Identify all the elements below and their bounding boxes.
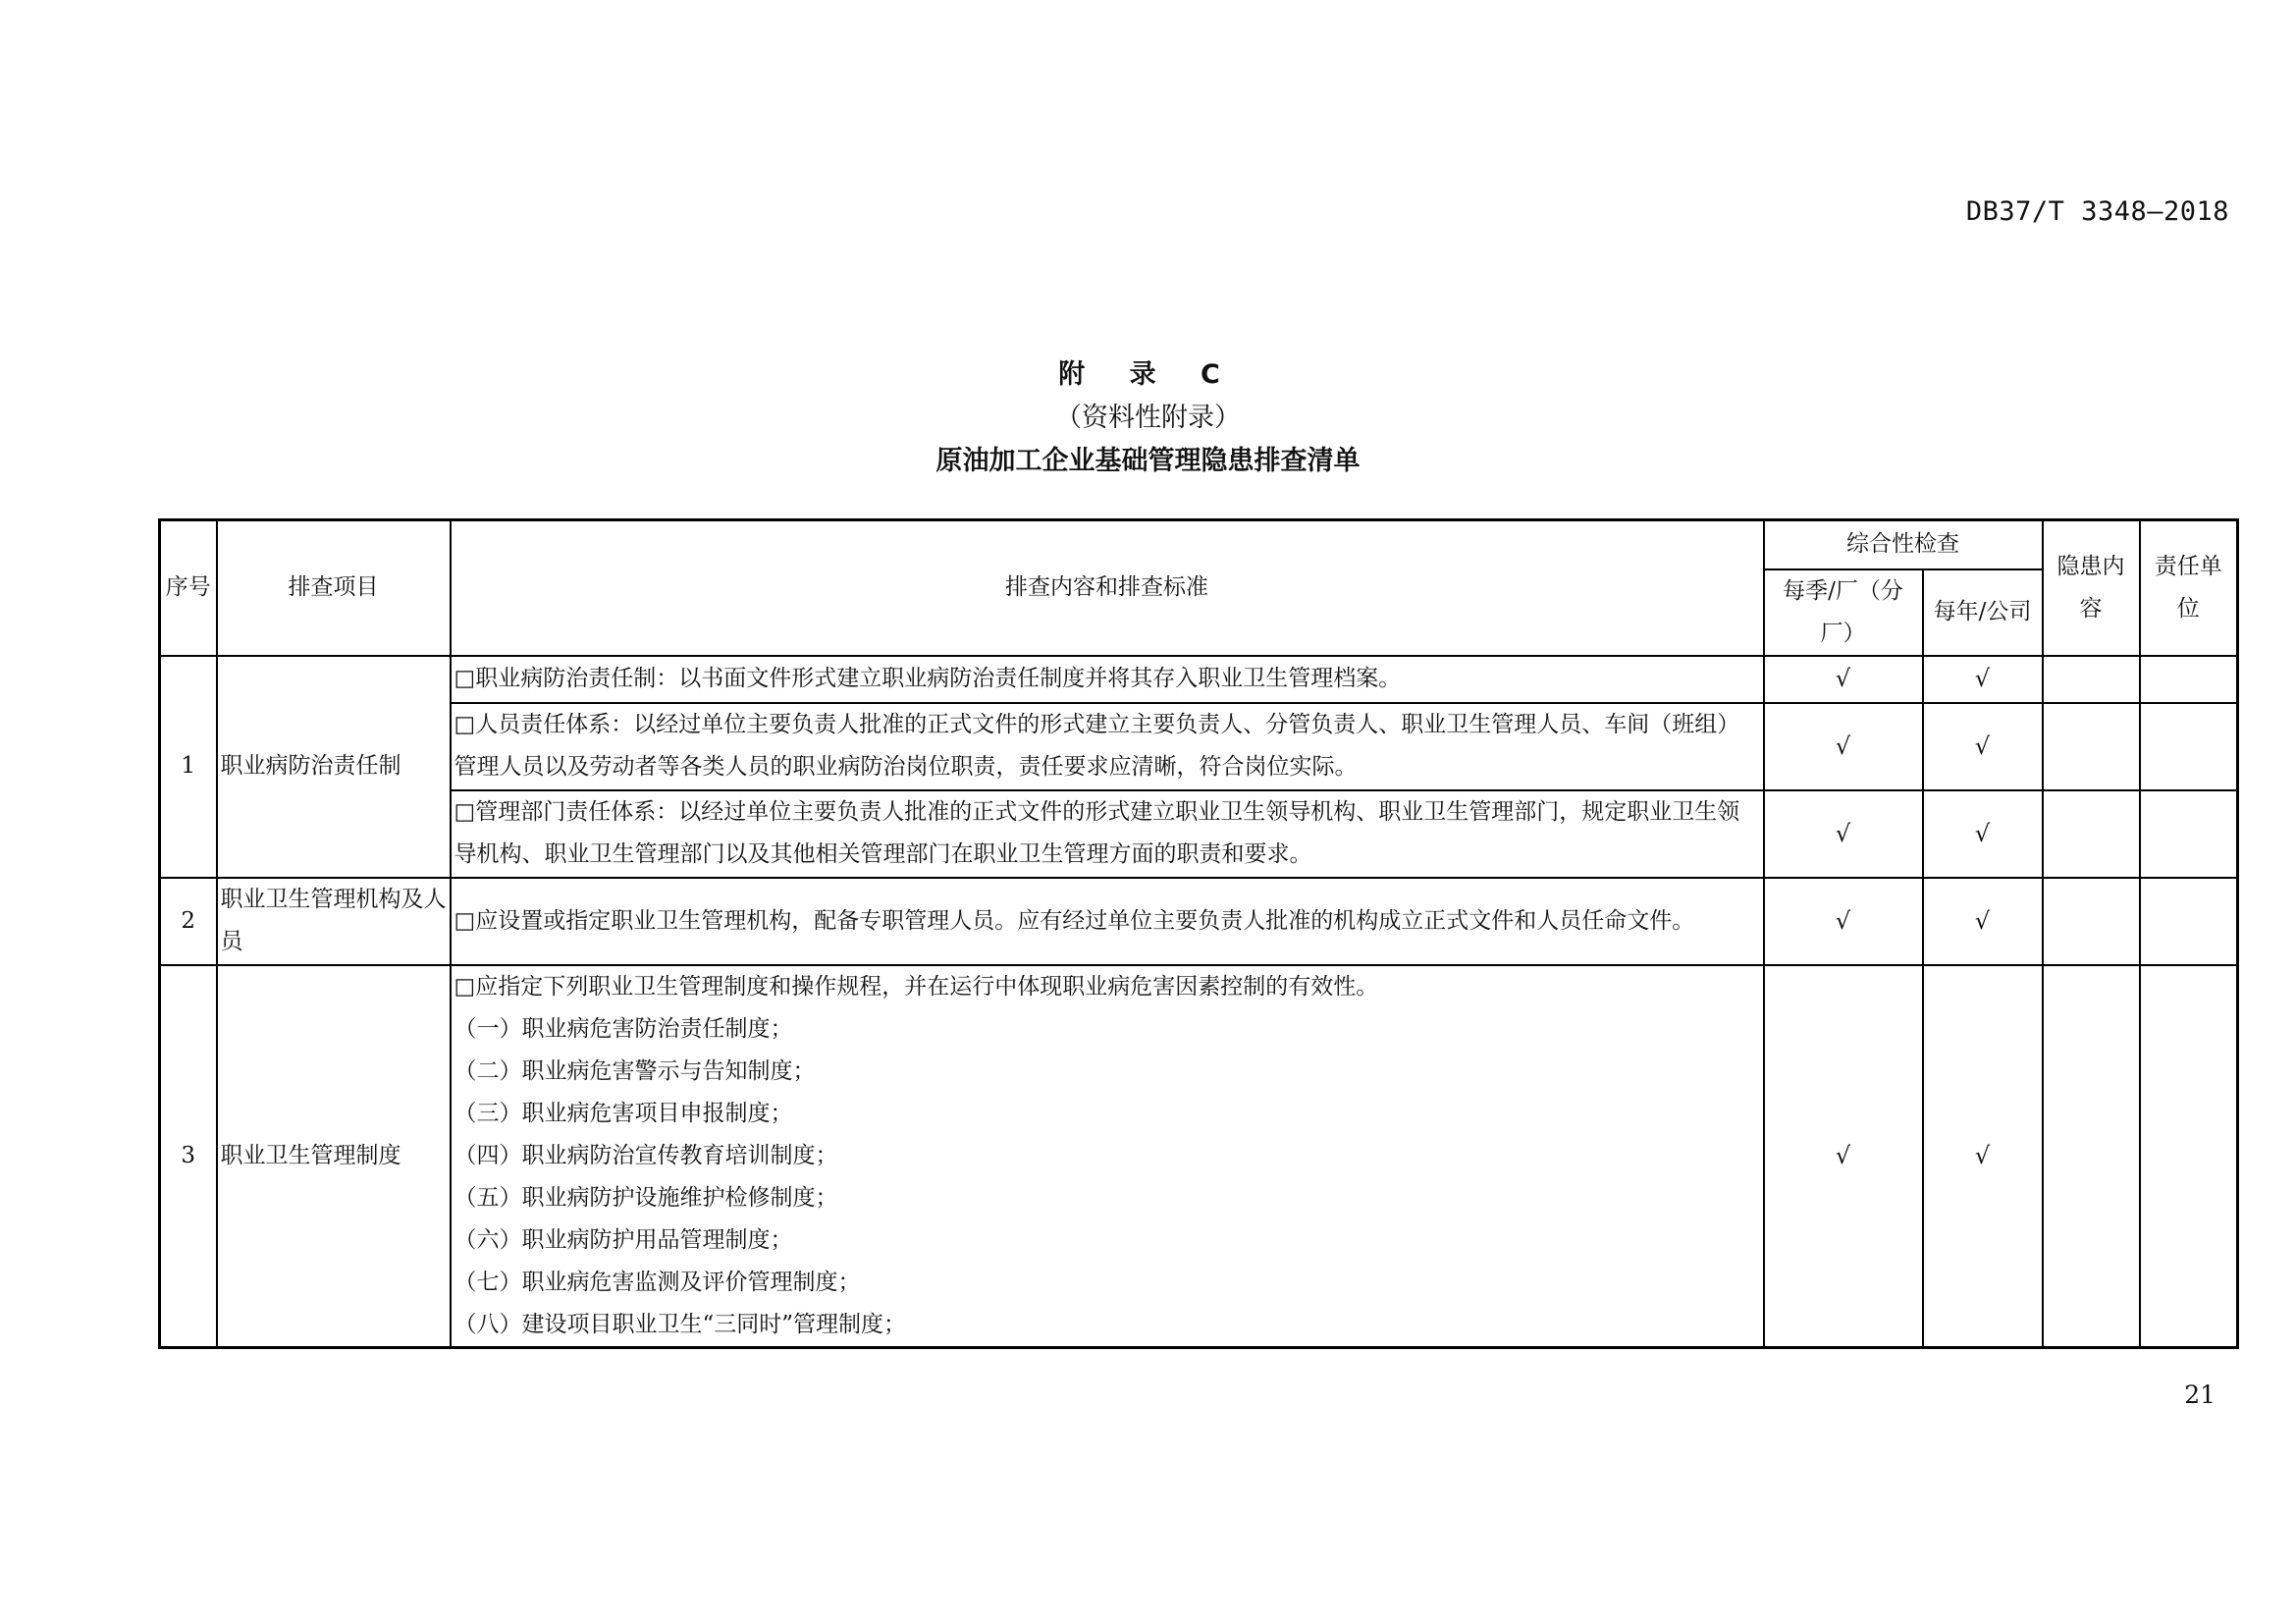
list-item: （七）职业病危害监测及评价管理制度； xyxy=(454,1269,861,1295)
check-mark: √ xyxy=(1923,790,2043,878)
main-title: 原油加工企业基础管理隐患排查清单 xyxy=(935,446,1361,476)
responsible-cell xyxy=(2140,656,2238,703)
check-mark: √ xyxy=(1764,965,1923,1348)
check-mark: √ xyxy=(1764,790,1923,878)
row-seq: 2 xyxy=(160,878,217,965)
hazard-cell xyxy=(2043,656,2140,703)
header-hazard: 隐患内容 xyxy=(2043,520,2140,656)
responsible-cell xyxy=(2140,703,2238,790)
check-mark: √ xyxy=(1764,656,1923,703)
row-content-list xyxy=(451,965,1764,1348)
check-mark: √ xyxy=(1764,878,1923,965)
row-item: 职业卫生管理制度 xyxy=(217,965,451,1348)
list-item: （四）职业病防治宣传教育培训制度； xyxy=(454,1142,838,1168)
page-number: 21 xyxy=(2184,1380,2216,1409)
title-block xyxy=(0,353,2296,483)
table-row xyxy=(160,703,2238,790)
row-item: 职业卫生管理机构及人员 xyxy=(217,878,451,965)
row-item: 职业病防治责任制 xyxy=(217,656,451,878)
row-seq: 3 xyxy=(160,965,217,1348)
annex-type: （资料性附录） xyxy=(1055,403,1241,433)
annex-title: 附 录 C xyxy=(1058,359,1238,390)
hazard-cell xyxy=(2043,790,2140,878)
check-mark: √ xyxy=(1923,878,2043,965)
table-row xyxy=(160,656,2238,703)
check-mark: √ xyxy=(1923,965,2043,1348)
document-code: DB37/T 3348—2018 xyxy=(1965,196,2229,227)
list-item: （六）职业病防护用品管理制度； xyxy=(454,1226,793,1253)
responsible-cell xyxy=(2140,878,2238,965)
responsible-cell xyxy=(2140,965,2238,1348)
list-item: （五）职业病防护设施维护检修制度； xyxy=(454,1184,838,1211)
header-seq: 序号 xyxy=(160,520,217,656)
list-item: □应指定下列职业卫生管理制度和操作规程，并在运行中体现职业病危害因素控制的有效性。 xyxy=(454,973,1379,1000)
header-comprehensive: 综合性检查 xyxy=(1764,520,2043,569)
list-item: （三）职业病危害项目申报制度； xyxy=(454,1100,793,1126)
row-content: □应设置或指定职业卫生管理机构，配备专职管理人员。应有经过单位主要负责人批准的机构成立正式文件和人员任命文件。 xyxy=(451,878,1764,965)
row-content: □管理部门责任体系：以经过单位主要负责人批准的正式文件的形式建立职业卫生领导机构、职业卫生管理部门，规定职业卫生领导机构、职业卫生管理部门以及其他相关管理部门在职业卫生管理方面的职责和要求。 xyxy=(451,790,1764,878)
row-content: □职业病防治责任制：以书面文件形式建立职业病防治责任制度并将其存入职业卫生管理档案。 xyxy=(451,656,1764,703)
header-quarterly: 每季/厂（分厂） xyxy=(1764,569,1923,656)
header-content: 排查内容和排查标准 xyxy=(451,520,1764,656)
table-row xyxy=(160,790,2238,878)
check-mark: √ xyxy=(1923,656,2043,703)
header-yearly: 每年/公司 xyxy=(1923,569,2043,656)
table-row xyxy=(160,878,2238,965)
check-mark: √ xyxy=(1764,703,1923,790)
header-responsible: 责任单位 xyxy=(2140,520,2238,656)
list-item: （二）职业病危害警示与告知制度； xyxy=(454,1057,816,1084)
list-item: （一）职业病危害防治责任制度； xyxy=(454,1015,793,1042)
inspection-table xyxy=(158,518,2239,1349)
row-seq: 1 xyxy=(160,656,217,878)
header-item: 排查项目 xyxy=(217,520,451,656)
hazard-cell xyxy=(2043,878,2140,965)
check-mark: √ xyxy=(1923,703,2043,790)
list-item: （八）建设项目职业卫生“三同时”管理制度； xyxy=(454,1311,907,1337)
table-row xyxy=(160,965,2238,1348)
hazard-cell xyxy=(2043,965,2140,1348)
row-content: □人员责任体系：以经过单位主要负责人批准的正式文件的形式建立主要负责人、分管负责人、职业卫生管理人员、车间（班组）管理人员以及劳动者等各类人员的职业病防治岗位职责，责任要求应清晰，符合岗位实际。 xyxy=(451,703,1764,790)
hazard-cell xyxy=(2043,703,2140,790)
responsible-cell xyxy=(2140,790,2238,878)
